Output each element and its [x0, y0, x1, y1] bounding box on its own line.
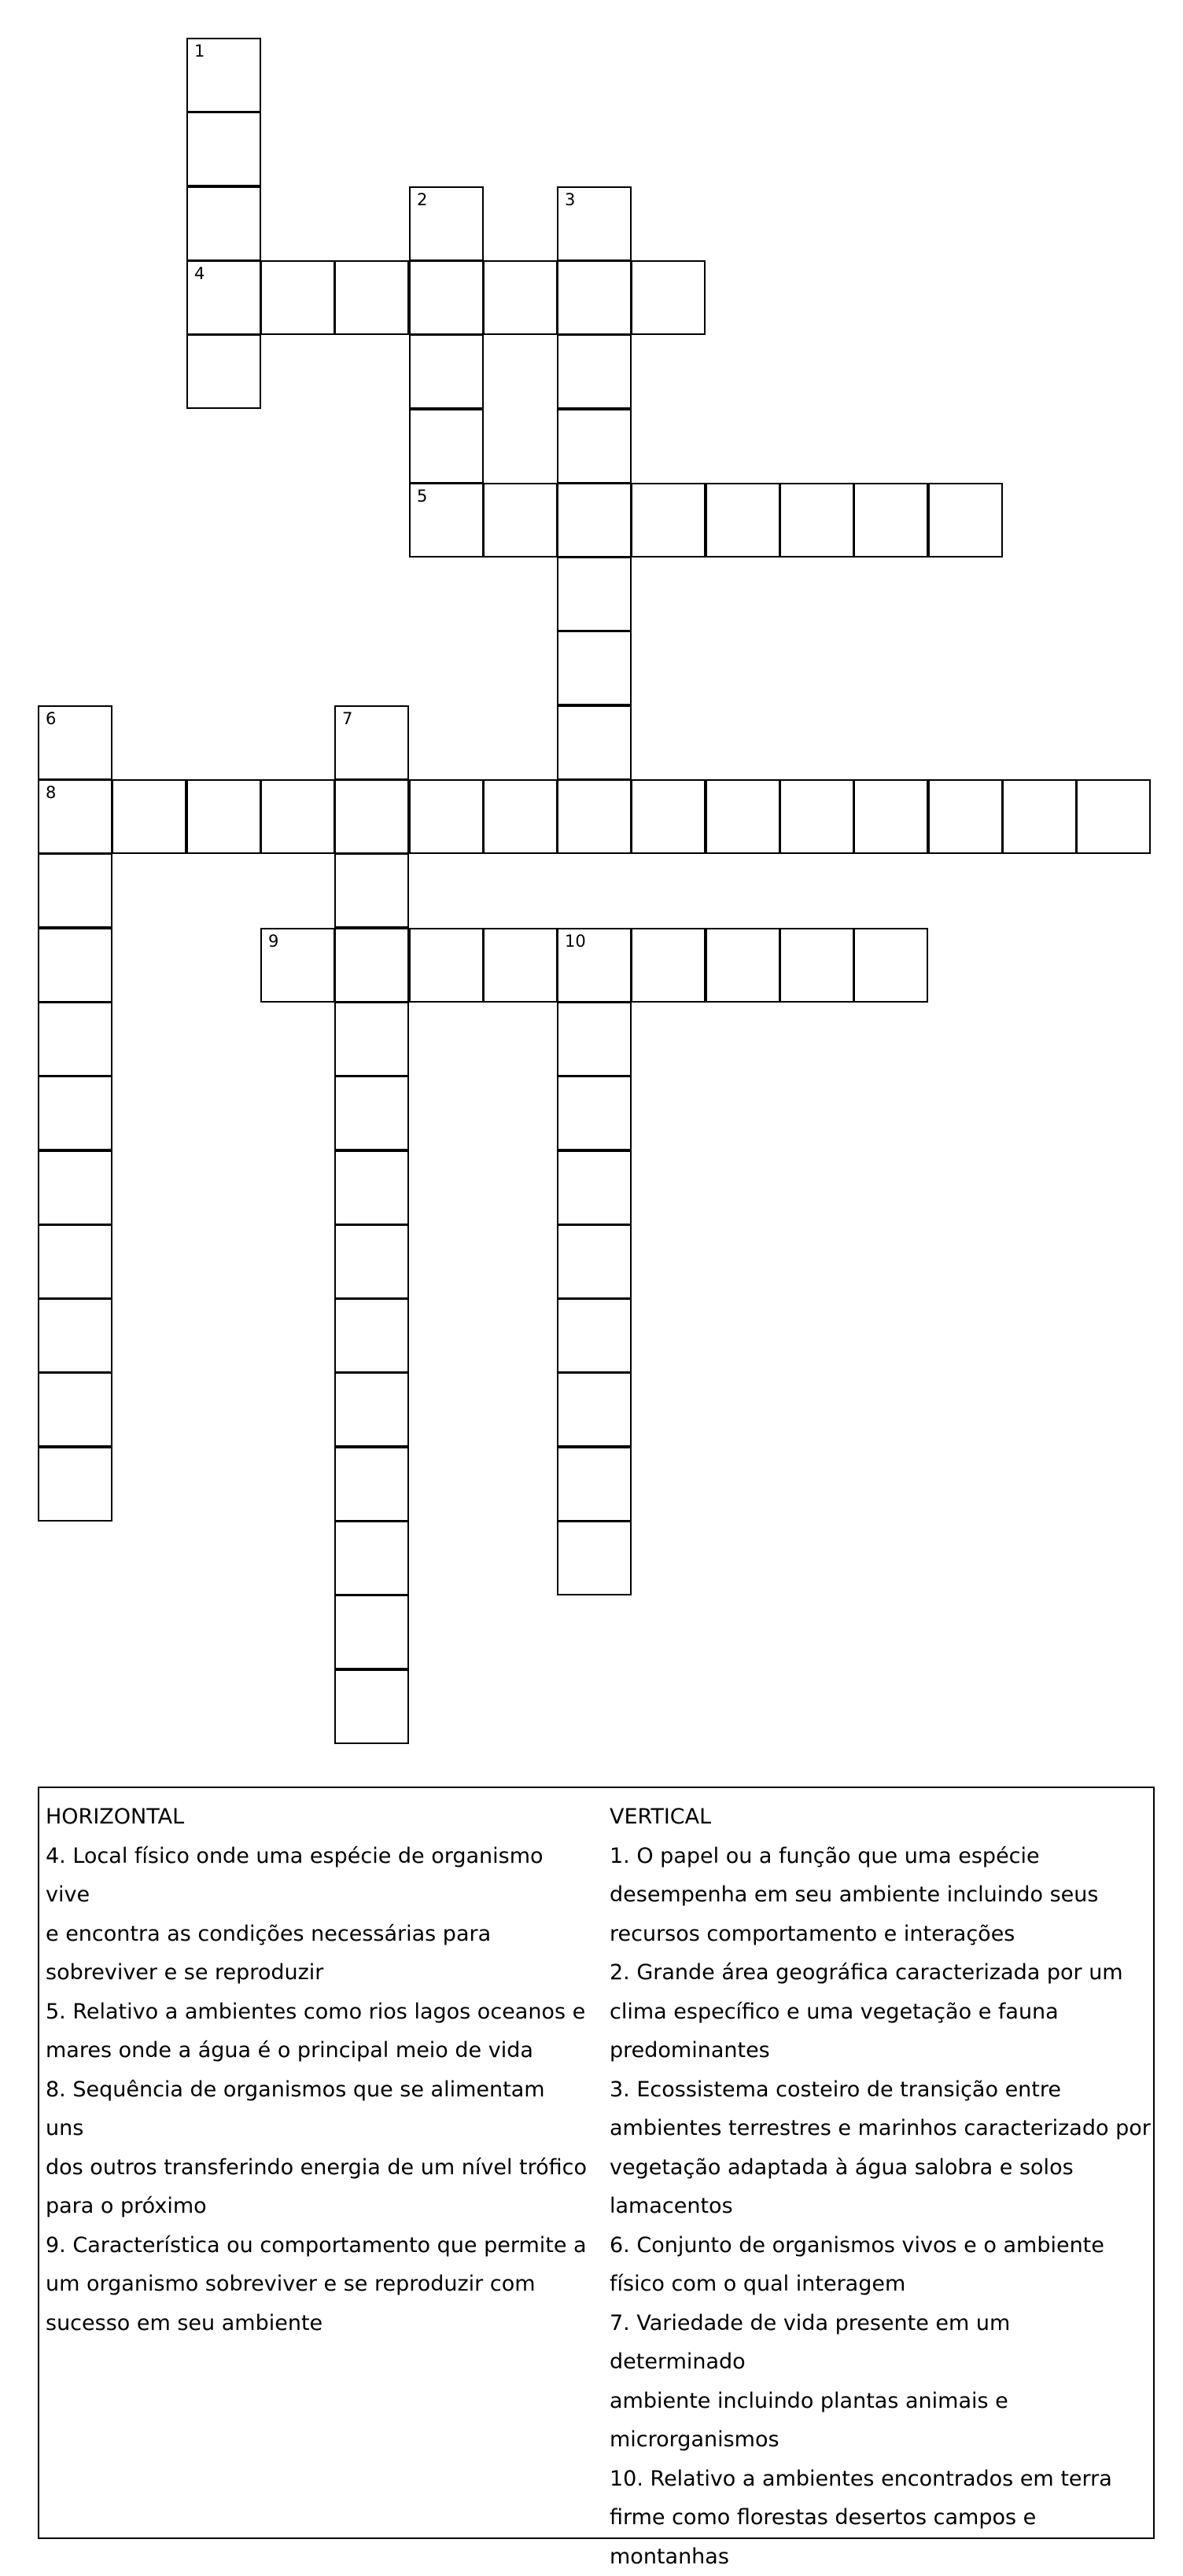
- grid-cell[interactable]: [853, 483, 928, 558]
- grid-cell[interactable]: [557, 1298, 632, 1373]
- clues-panel: [38, 1787, 1155, 2569]
- grid-cell[interactable]: [334, 1002, 409, 1076]
- grid-cell[interactable]: [631, 260, 706, 335]
- grid-cell[interactable]: [557, 928, 632, 1003]
- down-clue-line: 7. Variedade de vida presente em um determinado: [610, 2310, 1011, 2374]
- down-clue-line: ambientes terrestres e marinhos caracterizado por: [610, 2116, 1151, 2140]
- grid-cell[interactable]: [557, 1447, 632, 1522]
- across-clue-line: 9. Característica ou comportamento que permite a: [46, 2232, 587, 2258]
- grid-cell[interactable]: [38, 705, 112, 780]
- grid-cell[interactable]: [334, 1224, 409, 1299]
- across-clue-line: 5. Relativo a ambientes como rios lagos oceanos e: [46, 1999, 586, 2024]
- down-clue-line: físico com o qual interagem: [610, 2272, 906, 2296]
- grid-cell[interactable]: [557, 705, 632, 780]
- grid-cell[interactable]: [38, 779, 112, 854]
- grid-cell[interactable]: [186, 112, 261, 186]
- grid-cell[interactable]: [557, 779, 632, 854]
- grid-cell[interactable]: [38, 1150, 112, 1225]
- grid-cell[interactable]: [186, 260, 261, 335]
- grid-cell[interactable]: [409, 334, 484, 409]
- down-clue-line: 3. Ecossistema costeiro de transição entre: [610, 2077, 1062, 2102]
- grid-cell[interactable]: [409, 483, 484, 558]
- grid-cell[interactable]: [928, 779, 1003, 854]
- down-heading: VERTICAL: [610, 1805, 712, 1829]
- clue-number: 5: [417, 487, 428, 506]
- grid-cell[interactable]: [483, 260, 558, 335]
- down-clues: [610, 1798, 1152, 2576]
- clue-number: 3: [565, 190, 576, 209]
- grid-cell[interactable]: [706, 928, 780, 1003]
- grid-cell[interactable]: [186, 779, 261, 854]
- down-clue-line: clima específico e uma vegetação e fauna: [610, 1999, 1059, 2024]
- grid-cell[interactable]: [557, 1002, 632, 1076]
- clue-number: 10: [565, 932, 586, 951]
- clue-number: 8: [46, 783, 57, 802]
- grid-cell[interactable]: [483, 928, 558, 1003]
- grid-cell[interactable]: [853, 928, 928, 1003]
- grid-cell[interactable]: [483, 483, 558, 558]
- grid-cell[interactable]: [557, 334, 632, 409]
- across-heading: HORIZONTAL: [46, 1805, 185, 1829]
- grid-cell[interactable]: [260, 260, 335, 335]
- across-clue-line: sobreviver e se reproduzir: [46, 1960, 324, 1985]
- down-clue-line: vegetação adaptada à água salobra e solos: [610, 2155, 1074, 2180]
- grid-cell[interactable]: [779, 928, 854, 1003]
- down-clue-line: 1. O papel ou a função que uma espécie: [610, 1843, 1040, 1868]
- grid-cell[interactable]: [334, 1076, 409, 1150]
- grid-cell[interactable]: [334, 1372, 409, 1447]
- grid-cell[interactable]: [334, 260, 409, 335]
- grid-cell[interactable]: [334, 1521, 409, 1595]
- grid-cell[interactable]: [706, 483, 780, 558]
- grid-cell[interactable]: [186, 334, 261, 409]
- down-clue-line: 6. Conjunto de organismos vivos e o ambiente: [610, 2232, 1104, 2258]
- grid-cell[interactable]: [557, 409, 632, 484]
- grid-cell[interactable]: [260, 779, 335, 854]
- grid-cell[interactable]: [38, 1447, 112, 1522]
- grid-cell[interactable]: [557, 631, 632, 705]
- grid-cell[interactable]: [334, 1595, 409, 1669]
- across-clues: [46, 1798, 588, 2342]
- clue-number: 1: [194, 42, 205, 61]
- grid-cell[interactable]: [260, 928, 335, 1003]
- across-clue-line: sucesso em seu ambiente: [46, 2310, 323, 2335]
- grid-cell[interactable]: [409, 260, 484, 335]
- down-clue-line: lamacentos: [610, 2194, 733, 2218]
- grid-cell[interactable]: [557, 1372, 632, 1447]
- grid-cell[interactable]: [483, 779, 558, 854]
- grid-cell[interactable]: [409, 409, 484, 484]
- across-clue-line: um organismo sobreviver e se reproduzir com: [46, 2272, 536, 2296]
- down-clue-line: 2. Grande área geográfica caracterizada por um: [610, 1960, 1123, 1985]
- clue-number: 9: [268, 932, 279, 951]
- grid-cell[interactable]: [1076, 779, 1151, 854]
- down-clue-line: recursos comportamento e interações: [610, 1921, 1015, 1946]
- grid-cell[interactable]: [557, 186, 632, 261]
- grid-cell[interactable]: [334, 779, 409, 854]
- clue-number: 7: [342, 709, 353, 728]
- clue-number: 6: [46, 709, 57, 728]
- grid-cell[interactable]: [38, 1372, 112, 1447]
- across-clue-line: para o próximo: [46, 2194, 207, 2218]
- grid-cell[interactable]: [334, 1447, 409, 1522]
- grid-cell[interactable]: [409, 186, 484, 261]
- across-clue-line: 8. Sequência de organismos que se alimentam uns: [46, 2077, 545, 2140]
- across-clue-line: dos outros transferindo energia de um nível trófico: [46, 2155, 588, 2180]
- down-clue-line: predominantes: [610, 2038, 770, 2063]
- grid-cell[interactable]: [38, 1002, 112, 1076]
- grid-cell[interactable]: [557, 260, 632, 335]
- grid-cell[interactable]: [557, 483, 632, 558]
- grid-cell[interactable]: [334, 1669, 409, 1744]
- down-clue-line: ambiente incluindo plantas animais e: [610, 2388, 1008, 2413]
- grid-cell[interactable]: [186, 186, 261, 261]
- grid-cell[interactable]: [409, 928, 484, 1003]
- down-clue-line: desempenha em seu ambiente incluindo seus: [610, 1882, 1099, 1907]
- grid-cell[interactable]: [186, 38, 261, 112]
- grid-cell[interactable]: [38, 1076, 112, 1150]
- clue-number: 4: [194, 264, 205, 283]
- grid-cell[interactable]: [1002, 779, 1077, 854]
- grid-cell[interactable]: [928, 483, 1003, 558]
- grid-cell[interactable]: [557, 1150, 632, 1225]
- down-clue-line: 10. Relativo a ambientes encontrados em terra: [610, 2466, 1112, 2491]
- grid-cell[interactable]: [779, 779, 854, 854]
- grid-cell[interactable]: [706, 779, 780, 854]
- grid-cell[interactable]: [38, 928, 112, 1003]
- grid-cell[interactable]: [334, 1298, 409, 1373]
- grid-cell[interactable]: [38, 853, 112, 928]
- down-clue-line: firme como florestas desertos campos e montanhas: [610, 2505, 1037, 2569]
- grid-cell[interactable]: [38, 1224, 112, 1299]
- grid-cell[interactable]: [557, 1521, 632, 1595]
- clue-number: 2: [417, 190, 428, 209]
- across-clue-line: 4. Local físico onde uma espécie de organismo vive: [46, 1843, 544, 1907]
- grid-cell[interactable]: [334, 928, 409, 1003]
- across-clue-line: mares onde a água é o principal meio de vida: [46, 2038, 533, 2063]
- grid-cell[interactable]: [409, 779, 484, 854]
- grid-cell[interactable]: [557, 1224, 632, 1299]
- across-clue-line: e encontra as condições necessárias para: [46, 1921, 492, 1946]
- grid-cell[interactable]: [334, 853, 409, 928]
- grid-cell[interactable]: [631, 483, 706, 558]
- grid-cell[interactable]: [334, 705, 409, 780]
- down-clue-line: microrganismos: [610, 2427, 779, 2452]
- grid-cell[interactable]: [631, 928, 706, 1003]
- grid-cell[interactable]: [334, 1150, 409, 1225]
- grid-cell[interactable]: [853, 779, 928, 854]
- grid-cell[interactable]: [112, 779, 186, 854]
- grid-cell[interactable]: [557, 1076, 632, 1150]
- grid-cell[interactable]: [557, 557, 632, 631]
- grid-cell[interactable]: [38, 1298, 112, 1373]
- grid-cell[interactable]: [631, 779, 706, 854]
- grid-cell[interactable]: [779, 483, 854, 558]
